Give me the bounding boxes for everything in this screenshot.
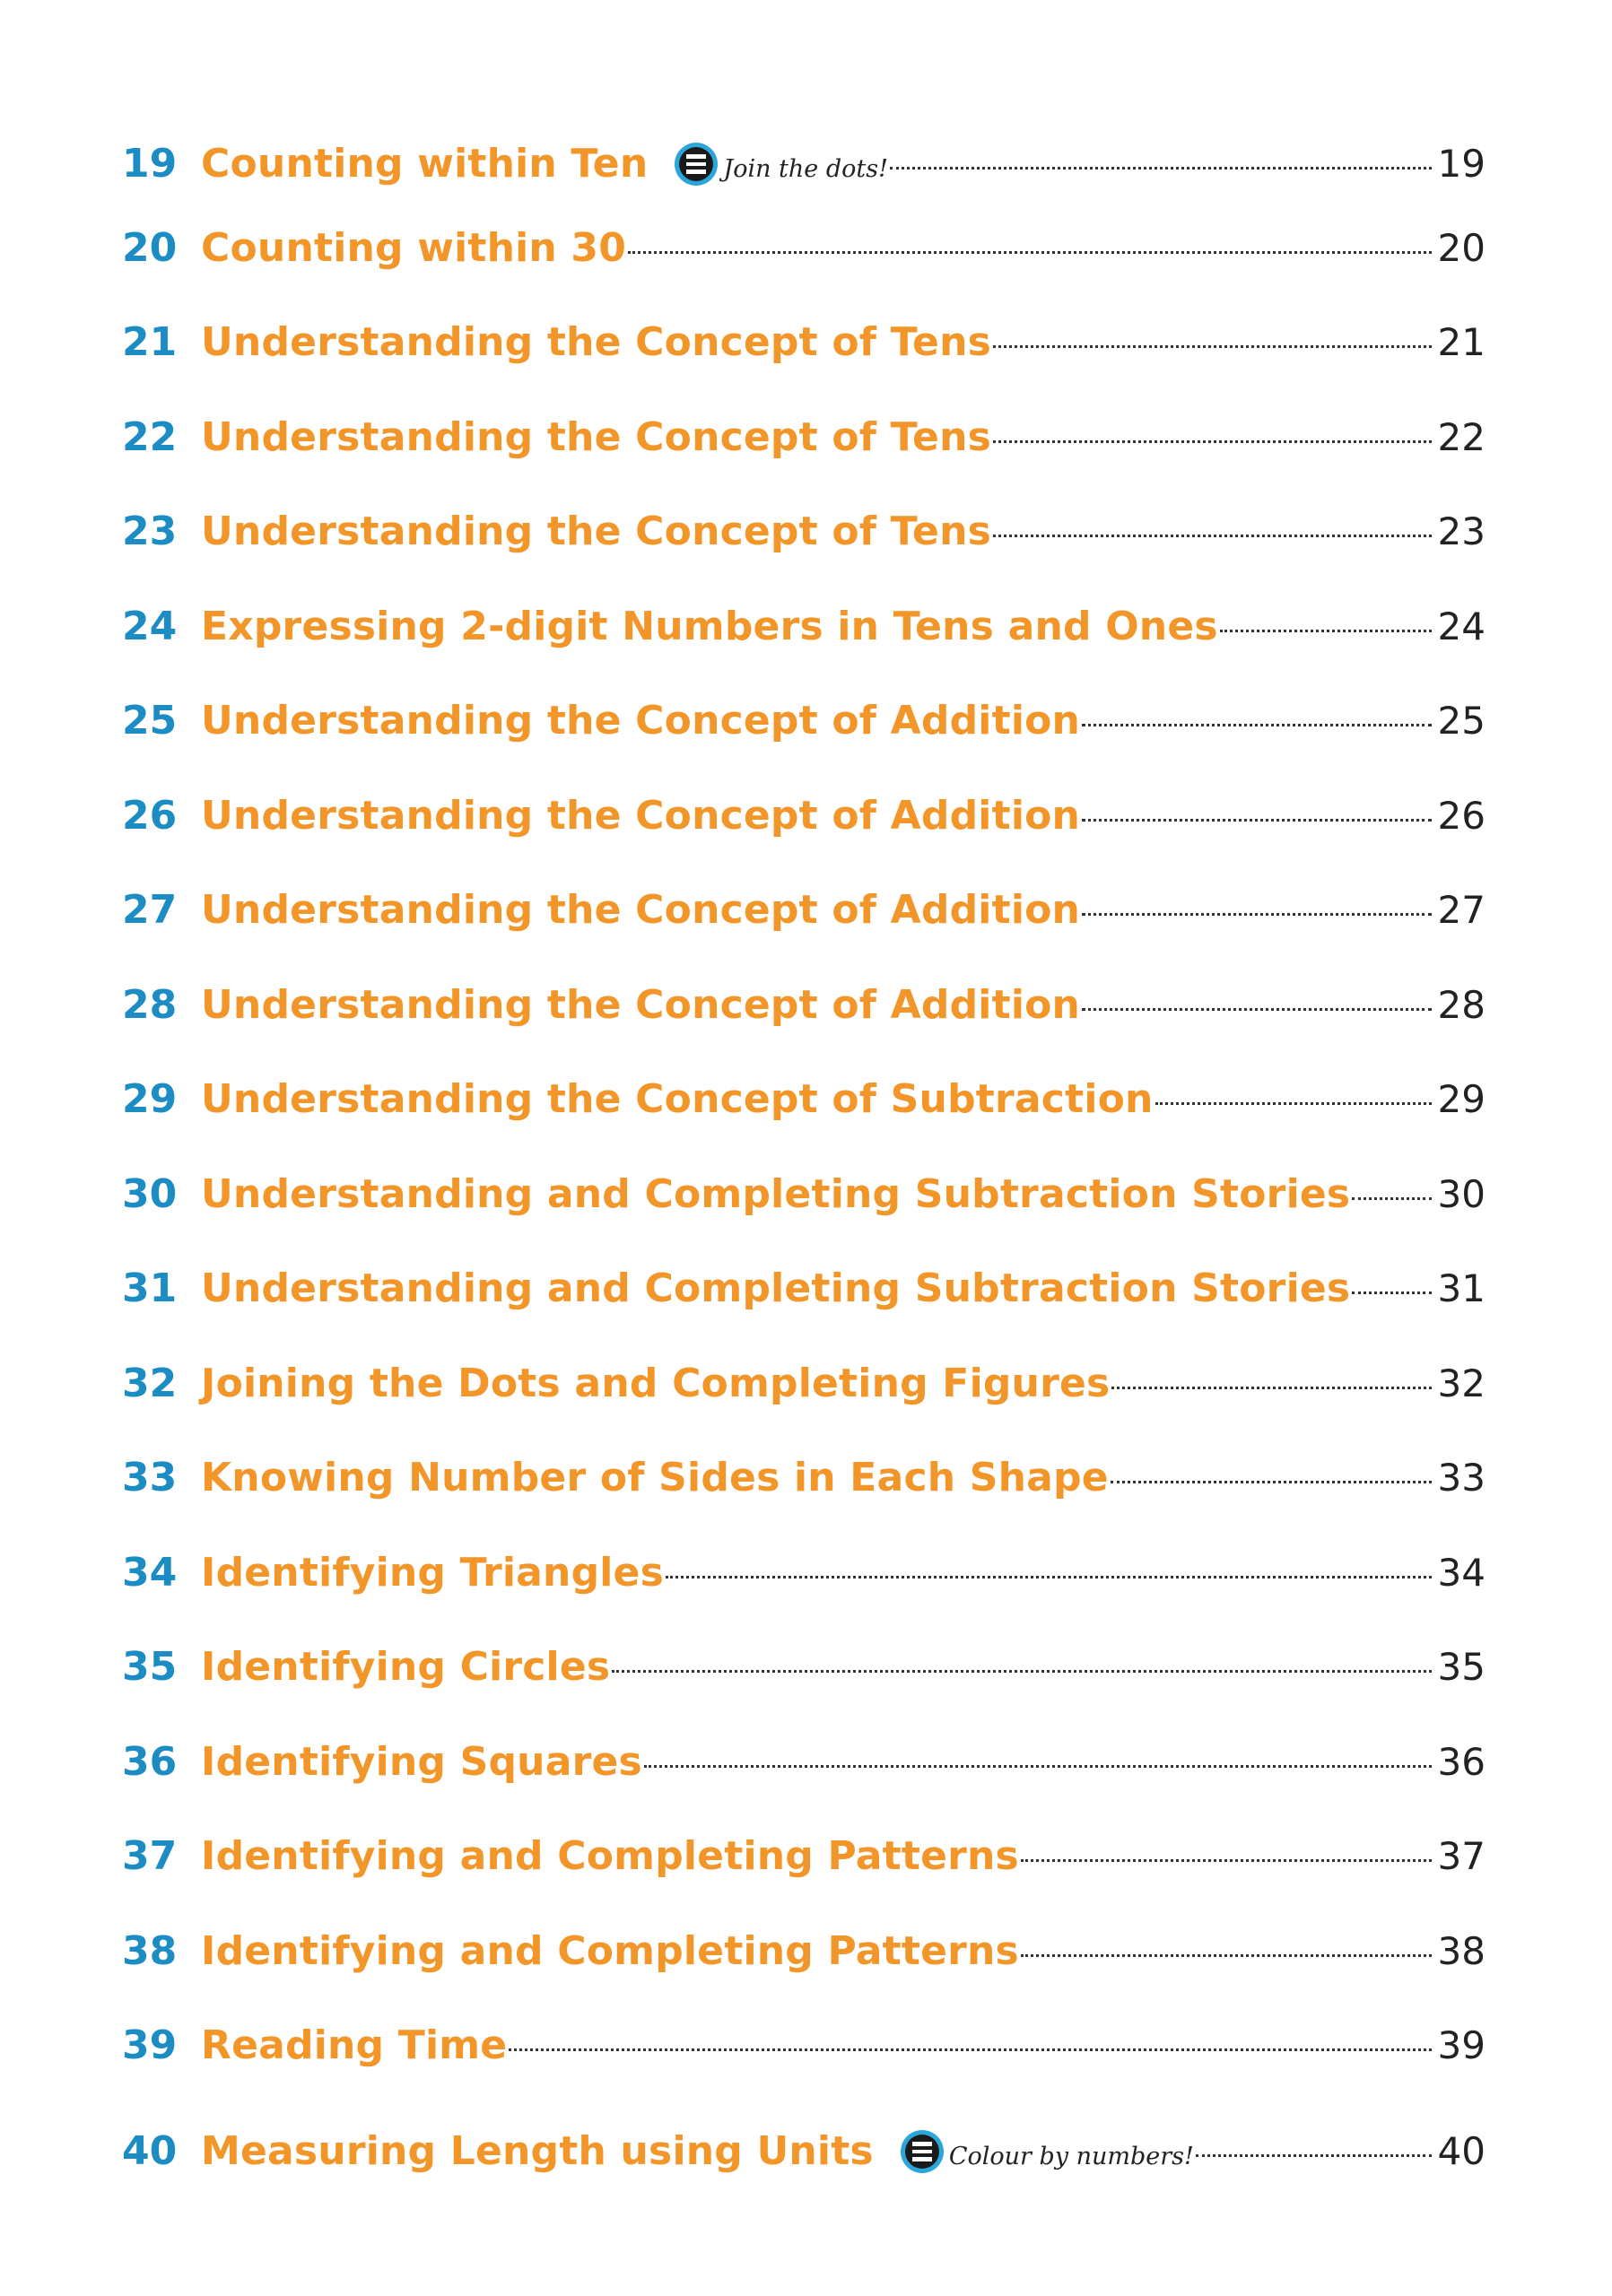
entry-title: Joining the Dots and Completing Figures — [201, 1360, 1111, 1406]
entry-title: Understanding the Concept of Addition — [201, 698, 1081, 744]
entry-number: 35 — [122, 1644, 178, 1690]
entry-page-number: 35 — [1437, 1645, 1486, 1689]
toc-list — [122, 130, 1486, 2212]
activity-badge — [673, 130, 888, 183]
entry-number: 20 — [122, 224, 178, 271]
toc-entry-40[interactable] — [122, 2118, 1486, 2213]
entry-number: 26 — [122, 792, 178, 839]
entry-page-number: 39 — [1437, 2023, 1486, 2067]
entry-number: 23 — [122, 509, 178, 554]
entry-page-number: 27 — [1437, 888, 1486, 932]
dot-leader — [1111, 1387, 1432, 1389]
activity-badge-label: Join the dots! — [723, 155, 888, 183]
entry-page-number: 29 — [1437, 1077, 1486, 1121]
activity-badge-label: Colour by numbers! — [948, 2142, 1194, 2170]
entry-number: 38 — [122, 1927, 178, 1974]
toc-entry-28[interactable] — [122, 982, 1486, 1077]
dot-leader — [1155, 1102, 1432, 1105]
dot-leader — [1220, 630, 1432, 632]
toc-entry-39[interactable] — [122, 2022, 1486, 2118]
entry-title: Reading Time — [201, 2022, 508, 2068]
dot-leader — [666, 1576, 1432, 1578]
toc-entry-35[interactable] — [122, 1644, 1486, 1739]
entry-page-number: 32 — [1437, 1361, 1486, 1405]
entry-title: Identifying and Completing Patterns — [201, 1833, 1019, 1879]
entry-page-number: 26 — [1437, 793, 1486, 838]
activity-badge — [899, 2118, 1194, 2170]
entry-number: 31 — [122, 1265, 178, 1311]
dot-leader — [644, 1765, 1432, 1768]
entry-page-number: 20 — [1437, 225, 1486, 270]
entry-number: 28 — [122, 981, 178, 1028]
entry-title: Understanding the Concept of Tens — [201, 509, 991, 554]
entry-number: 22 — [122, 413, 178, 460]
dot-leader — [1196, 2154, 1432, 2157]
dot-leader — [1021, 1859, 1432, 1862]
toc-entry-32[interactable] — [122, 1361, 1486, 1456]
entry-title: Understanding the Concept of Addition — [201, 792, 1081, 839]
dot-leader — [628, 251, 1432, 254]
entry-page-number: 22 — [1437, 414, 1486, 459]
entry-title: Identifying and Completing Patterns — [201, 1927, 1019, 1974]
dot-leader — [890, 167, 1432, 170]
toc-entry-27[interactable] — [122, 887, 1486, 982]
toc-entry-25[interactable] — [122, 698, 1486, 793]
entry-number: 32 — [122, 1360, 178, 1406]
entry-title: Understanding and Completing Subtraction Stories — [201, 1170, 1351, 1217]
entry-page-number: 23 — [1437, 509, 1486, 553]
dot-leader — [509, 2048, 1432, 2051]
toc-entry-29[interactable] — [122, 1076, 1486, 1171]
entry-page-number: 31 — [1437, 1266, 1486, 1310]
dot-leader — [1352, 1292, 1432, 1294]
dot-leader — [993, 535, 1432, 537]
entry-page-number: 28 — [1437, 982, 1486, 1027]
dot-leader — [993, 345, 1432, 348]
entry-number: 29 — [122, 1076, 178, 1122]
entry-number: 39 — [122, 2022, 178, 2068]
entry-title: Knowing Number of Sides in Each Shape — [201, 1455, 1109, 1500]
entry-page-number: 21 — [1437, 320, 1486, 364]
dot-leader — [1082, 724, 1432, 726]
entry-number: 30 — [122, 1170, 178, 1217]
toc-entry-36[interactable] — [122, 1739, 1486, 1834]
dot-leader — [1082, 913, 1432, 916]
toc-entry-23[interactable] — [122, 509, 1486, 604]
entry-title: Identifying Circles — [201, 1644, 611, 1690]
entry-number: 40 — [122, 2127, 178, 2174]
join-the-dots-icon — [673, 141, 719, 187]
entry-title: Measuring Length using Units — [201, 2127, 874, 2174]
toc-entry-21[interactable] — [122, 319, 1486, 414]
toc-entry-20[interactable] — [122, 225, 1486, 320]
entry-title: Understanding the Concept of Tens — [201, 319, 991, 365]
entry-page-number: 30 — [1437, 1171, 1486, 1216]
entry-number: 19 — [122, 141, 178, 187]
toc-entry-22[interactable] — [122, 414, 1486, 509]
toc-entry-37[interactable] — [122, 1833, 1486, 1928]
entry-page-number: 36 — [1437, 1739, 1486, 1784]
entry-title: Expressing 2-digit Numbers in Tens and Ones — [201, 603, 1218, 649]
entry-number: 33 — [122, 1455, 178, 1500]
entry-title: Identifying Triangles — [201, 1549, 664, 1596]
toc-entry-19[interactable] — [122, 130, 1486, 225]
entry-number: 37 — [122, 1833, 178, 1879]
entry-title: Understanding and Completing Subtraction Stories — [201, 1265, 1351, 1311]
entry-title: Understanding the Concept of Addition — [201, 981, 1081, 1028]
toc-entry-24[interactable] — [122, 604, 1486, 699]
dot-leader — [1082, 819, 1432, 822]
entry-page-number: 34 — [1437, 1550, 1486, 1595]
entry-number: 24 — [122, 603, 178, 649]
entry-title: Counting within 30 — [201, 224, 627, 271]
toc-entry-30[interactable] — [122, 1171, 1486, 1266]
entry-title: Understanding the Concept of Tens — [201, 413, 991, 460]
entry-number: 21 — [122, 319, 178, 365]
entry-title: Understanding the Concept of Subtraction — [201, 1076, 1154, 1122]
entry-number: 25 — [122, 698, 178, 744]
dot-leader — [612, 1670, 1432, 1673]
toc-entry-34[interactable] — [122, 1550, 1486, 1645]
entry-title: Counting within Ten — [201, 141, 649, 187]
entry-page-number: 24 — [1437, 604, 1486, 648]
dot-leader — [1111, 1481, 1432, 1483]
entry-page-number: 40 — [1437, 2128, 1486, 2173]
entry-title: Understanding the Concept of Addition — [201, 887, 1081, 933]
colour-by-numbers-icon — [899, 2128, 945, 2175]
dot-leader — [1021, 1954, 1432, 1957]
entry-page-number: 25 — [1437, 699, 1486, 743]
entry-number: 36 — [122, 1738, 178, 1785]
entry-page-number: 19 — [1437, 142, 1486, 186]
dot-leader — [1352, 1197, 1432, 1200]
toc-entry-26[interactable] — [122, 793, 1486, 888]
toc-entry-31[interactable] — [122, 1265, 1486, 1361]
entry-page-number: 37 — [1437, 1834, 1486, 1878]
entry-page-number: 38 — [1437, 1928, 1486, 1973]
entry-page-number: 33 — [1437, 1456, 1486, 1500]
entry-number: 27 — [122, 887, 178, 933]
toc-entry-38[interactable] — [122, 1928, 1486, 2023]
entry-title: Identifying Squares — [201, 1738, 642, 1785]
toc-entry-33[interactable] — [122, 1455, 1486, 1550]
dot-leader — [993, 440, 1432, 443]
dot-leader — [1082, 1008, 1432, 1011]
entry-number: 34 — [122, 1549, 178, 1596]
